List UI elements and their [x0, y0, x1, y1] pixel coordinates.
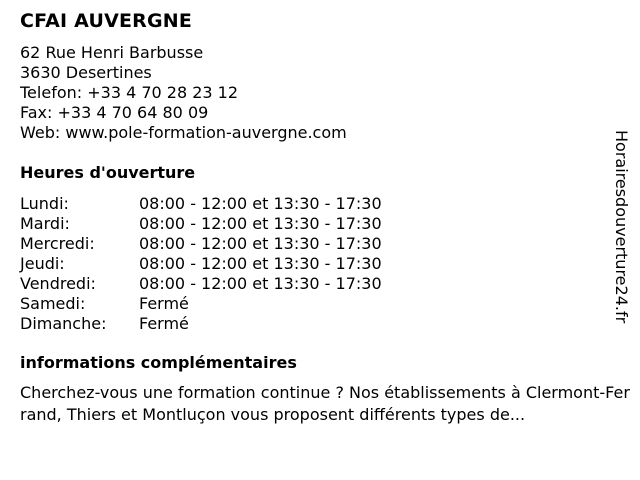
hours-row-wednesday	[20, 234, 382, 254]
hours-row-sunday	[20, 314, 382, 334]
hours-row-monday	[20, 194, 382, 214]
opening-hours-table	[20, 194, 382, 334]
address-city: 3630 Desertines	[20, 63, 152, 82]
day-label: Samedi:	[20, 294, 86, 313]
address-street: 62 Rue Henri Barbusse	[20, 43, 204, 62]
hours-row-tuesday	[20, 214, 382, 234]
day-label: Mercredi:	[20, 234, 95, 253]
day-hours: 08:00 - 12:00 et 13:30 - 17:30	[139, 254, 382, 273]
web-line: Web: www.pole-formation-auvergne.com	[20, 123, 347, 142]
hours-row-friday	[20, 274, 382, 294]
watermark-text: Horairesdouverture24.fr	[612, 130, 631, 324]
day-label: Mardi:	[20, 214, 70, 233]
opening-hours-heading: Heures d'ouverture	[20, 163, 196, 182]
day-label: Jeudi:	[20, 254, 65, 273]
hours-row-saturday	[20, 294, 382, 314]
hours-row-thursday	[20, 254, 382, 274]
day-label: Vendredi:	[20, 274, 96, 293]
site-watermark	[612, 130, 636, 350]
contact-block	[20, 43, 347, 143]
day-hours: 08:00 - 12:00 et 13:30 - 17:30	[139, 194, 382, 213]
day-hours: Fermé	[139, 294, 189, 313]
day-hours: 08:00 - 12:00 et 13:30 - 17:30	[139, 274, 382, 293]
telephone-line: Telefon: +33 4 70 28 23 12	[20, 83, 239, 102]
day-label: Dimanche:	[20, 314, 107, 333]
business-name: CFAI AUVERGNE	[20, 10, 193, 32]
day-hours: 08:00 - 12:00 et 13:30 - 17:30	[139, 234, 382, 253]
day-label: Lundi:	[20, 194, 69, 213]
fax-line: Fax: +33 4 70 64 80 09	[20, 103, 209, 122]
day-hours: Fermé	[139, 314, 189, 333]
additional-info-text: Cherchez-vous une formation continue ? Nos établissements à Clermont-Ferrand, Thiers et Montluçon vous proposent différents types de...	[20, 383, 630, 424]
additional-info-heading: informations complémentaires	[20, 353, 297, 372]
day-hours: 08:00 - 12:00 et 13:30 - 17:30	[139, 214, 382, 233]
